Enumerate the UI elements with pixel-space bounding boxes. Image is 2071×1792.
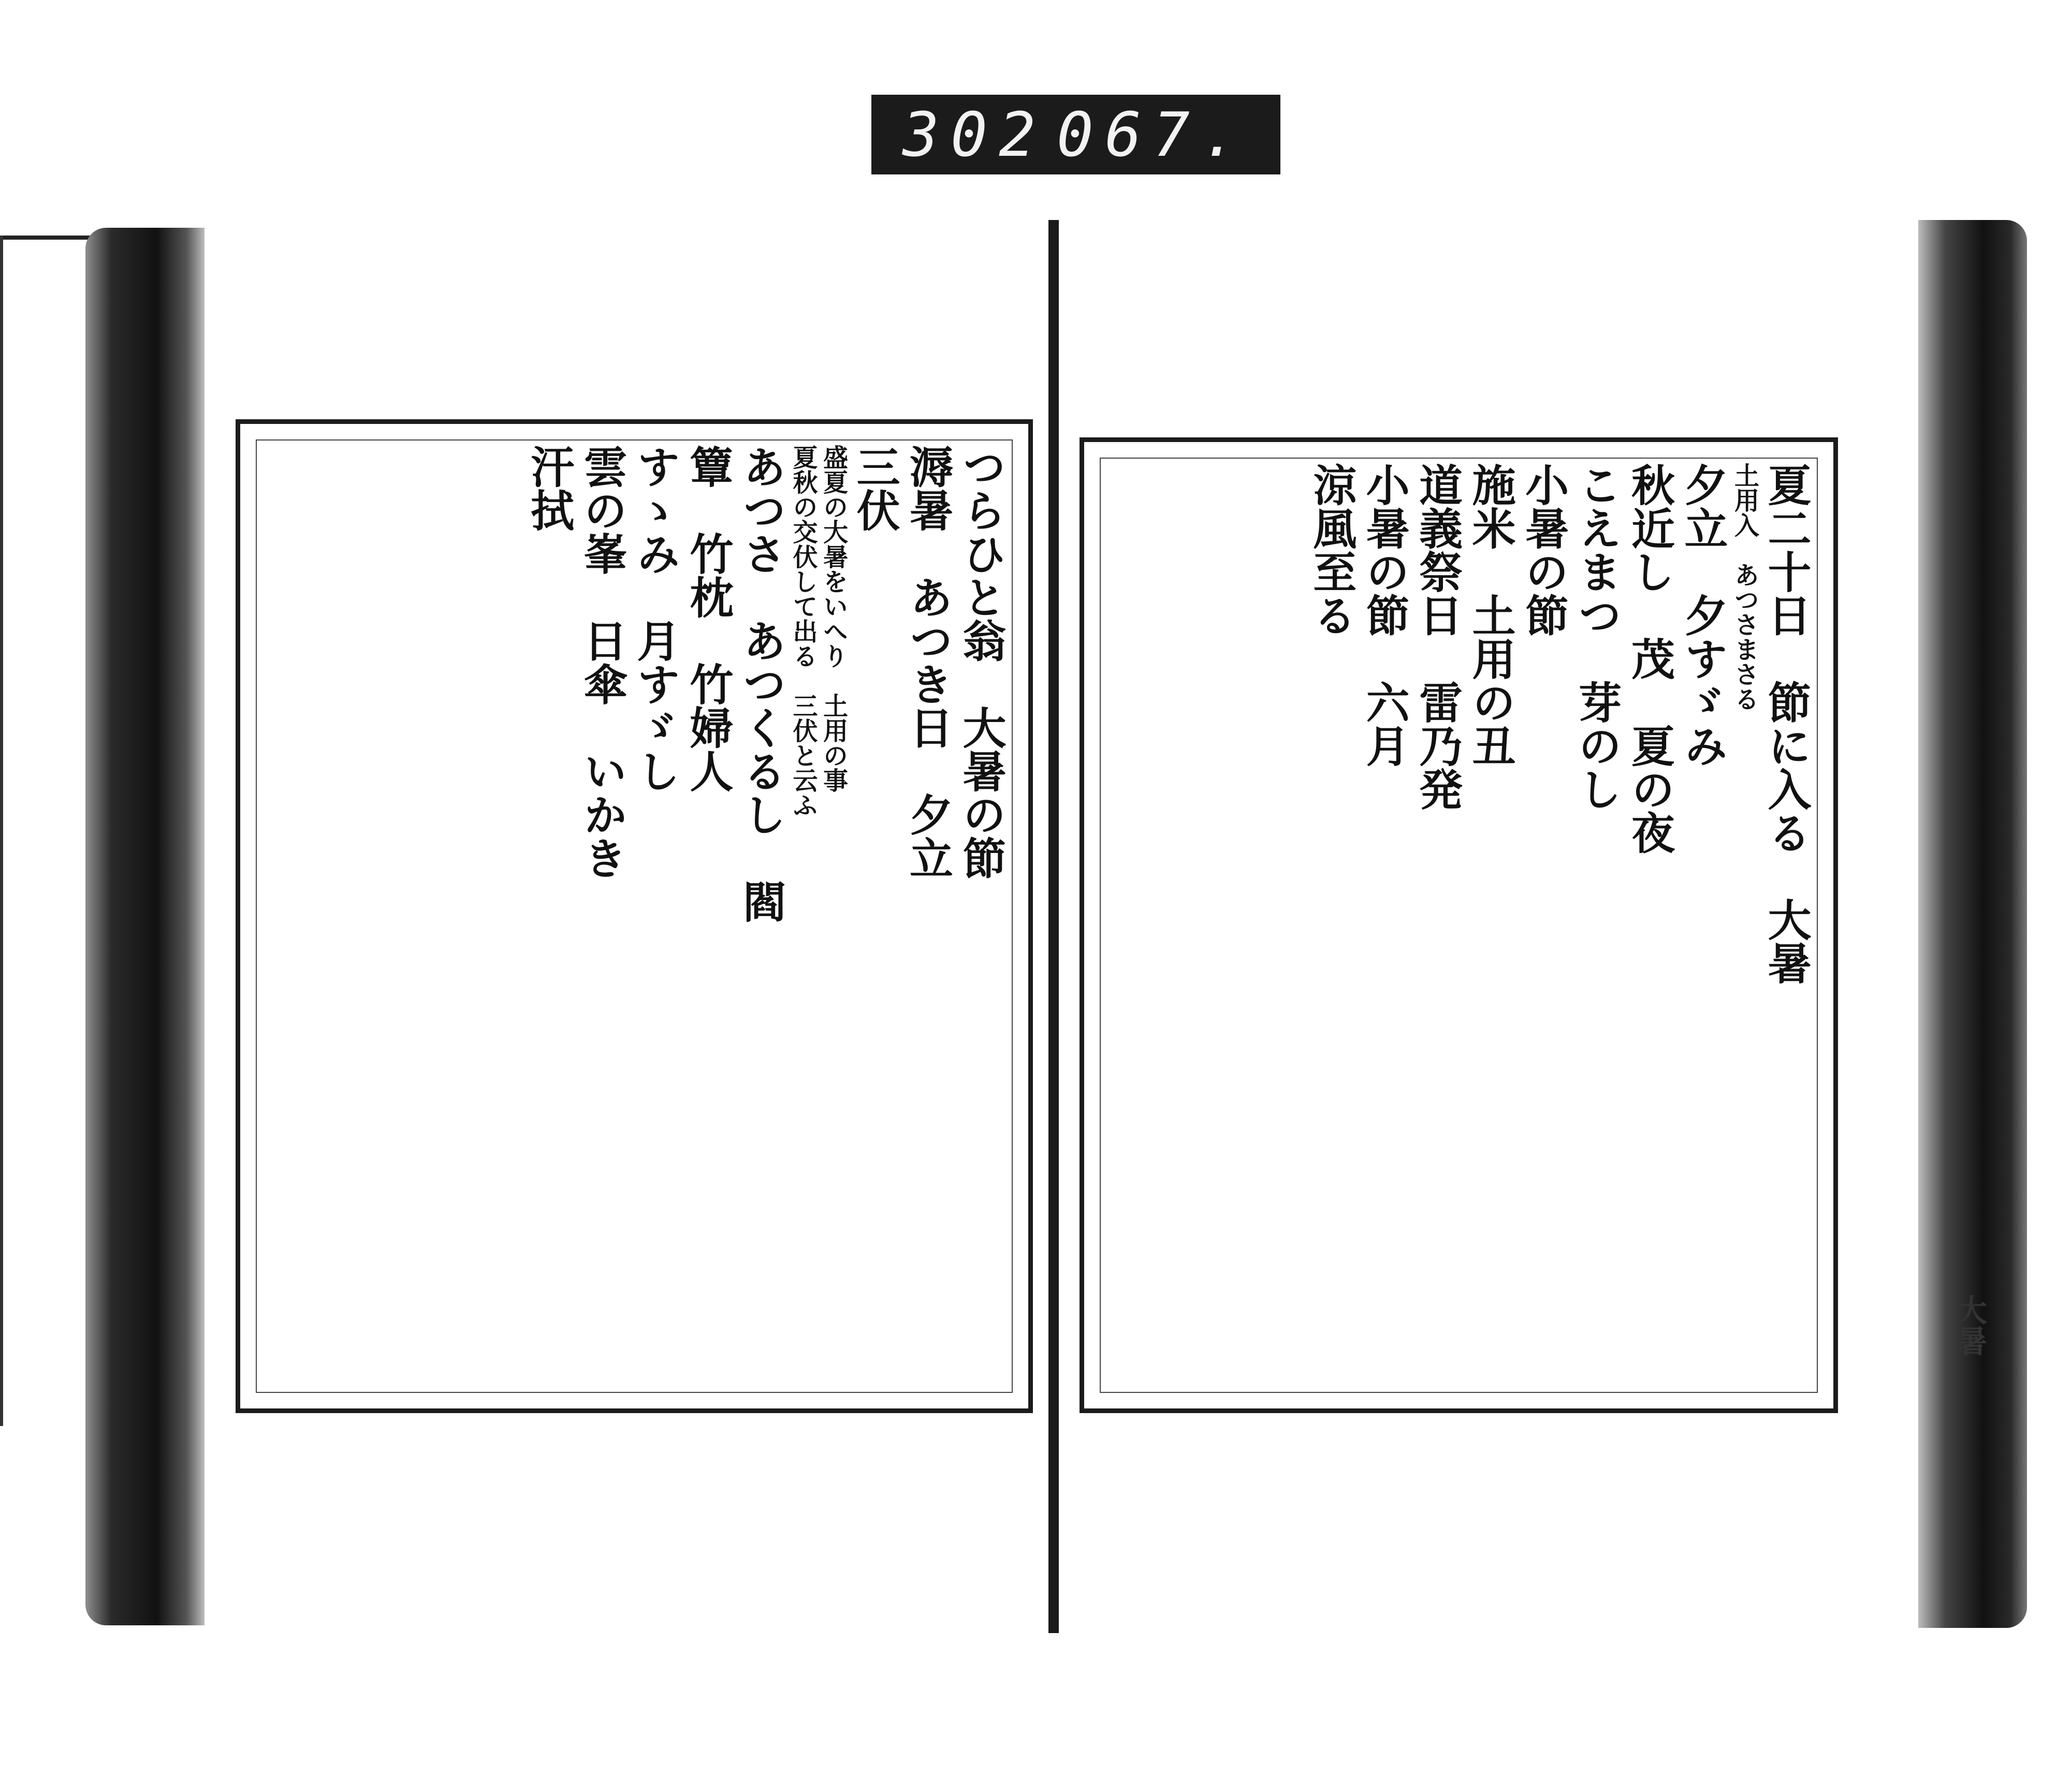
text-column: 夕立 夕すゞみ xyxy=(1677,463,1729,767)
text-column: 小暑の節 xyxy=(1518,463,1570,637)
text-column: 夏二十日 節に入る 大暑 xyxy=(1761,463,1812,985)
text-column: あつさ あつくるし 閻 xyxy=(736,445,787,923)
book-edge-right xyxy=(1918,220,2027,1628)
text-column: 盛夏の大暑をいへり 土用の事 xyxy=(819,445,848,792)
text-column: 道義祭日 雷乃発 xyxy=(1412,463,1464,811)
scan-border-line xyxy=(0,236,98,240)
text-column: 簟 竹枕 竹婦人 xyxy=(683,445,735,792)
text-column: 小暑の節 六月 xyxy=(1359,463,1411,767)
text-column: すゝみ 月すゞし xyxy=(630,445,681,792)
text-column: 三伏 xyxy=(850,445,901,532)
right-columns xyxy=(1105,463,1813,1388)
book-edge-left xyxy=(85,228,205,1625)
book-gutter xyxy=(1048,220,1059,1633)
left-columns xyxy=(261,445,1008,1388)
text-column: 秋近し 茂 夏の夜 xyxy=(1624,463,1676,854)
text-column: 涼風至る xyxy=(1306,463,1358,637)
text-column: こえまつ 芽のし xyxy=(1571,463,1623,811)
text-column: 施米 土用の丑 xyxy=(1465,463,1517,767)
left-text-frame xyxy=(236,419,1033,1413)
text-column: 夏秋の交伏して出る 三伏と云ふ xyxy=(789,445,818,817)
right-text-frame xyxy=(1080,437,1838,1413)
reel-number: 302 xyxy=(902,99,1047,170)
text-column: 汗拭 xyxy=(523,445,575,532)
film-reel-label xyxy=(871,95,1280,174)
right-margin-note: 大暑 xyxy=(1951,1294,1987,1356)
text-column: つらひと翁 大暑の節 xyxy=(956,445,1007,879)
scan-left-edge xyxy=(0,236,3,1426)
frame-number: 067. xyxy=(1056,99,1249,170)
text-column: 溽暑 あつき日 夕立 xyxy=(902,445,954,879)
text-column: 雲の峯 日傘 いかき xyxy=(577,445,629,879)
text-column: 土用入 あつさまさる xyxy=(1730,463,1759,711)
